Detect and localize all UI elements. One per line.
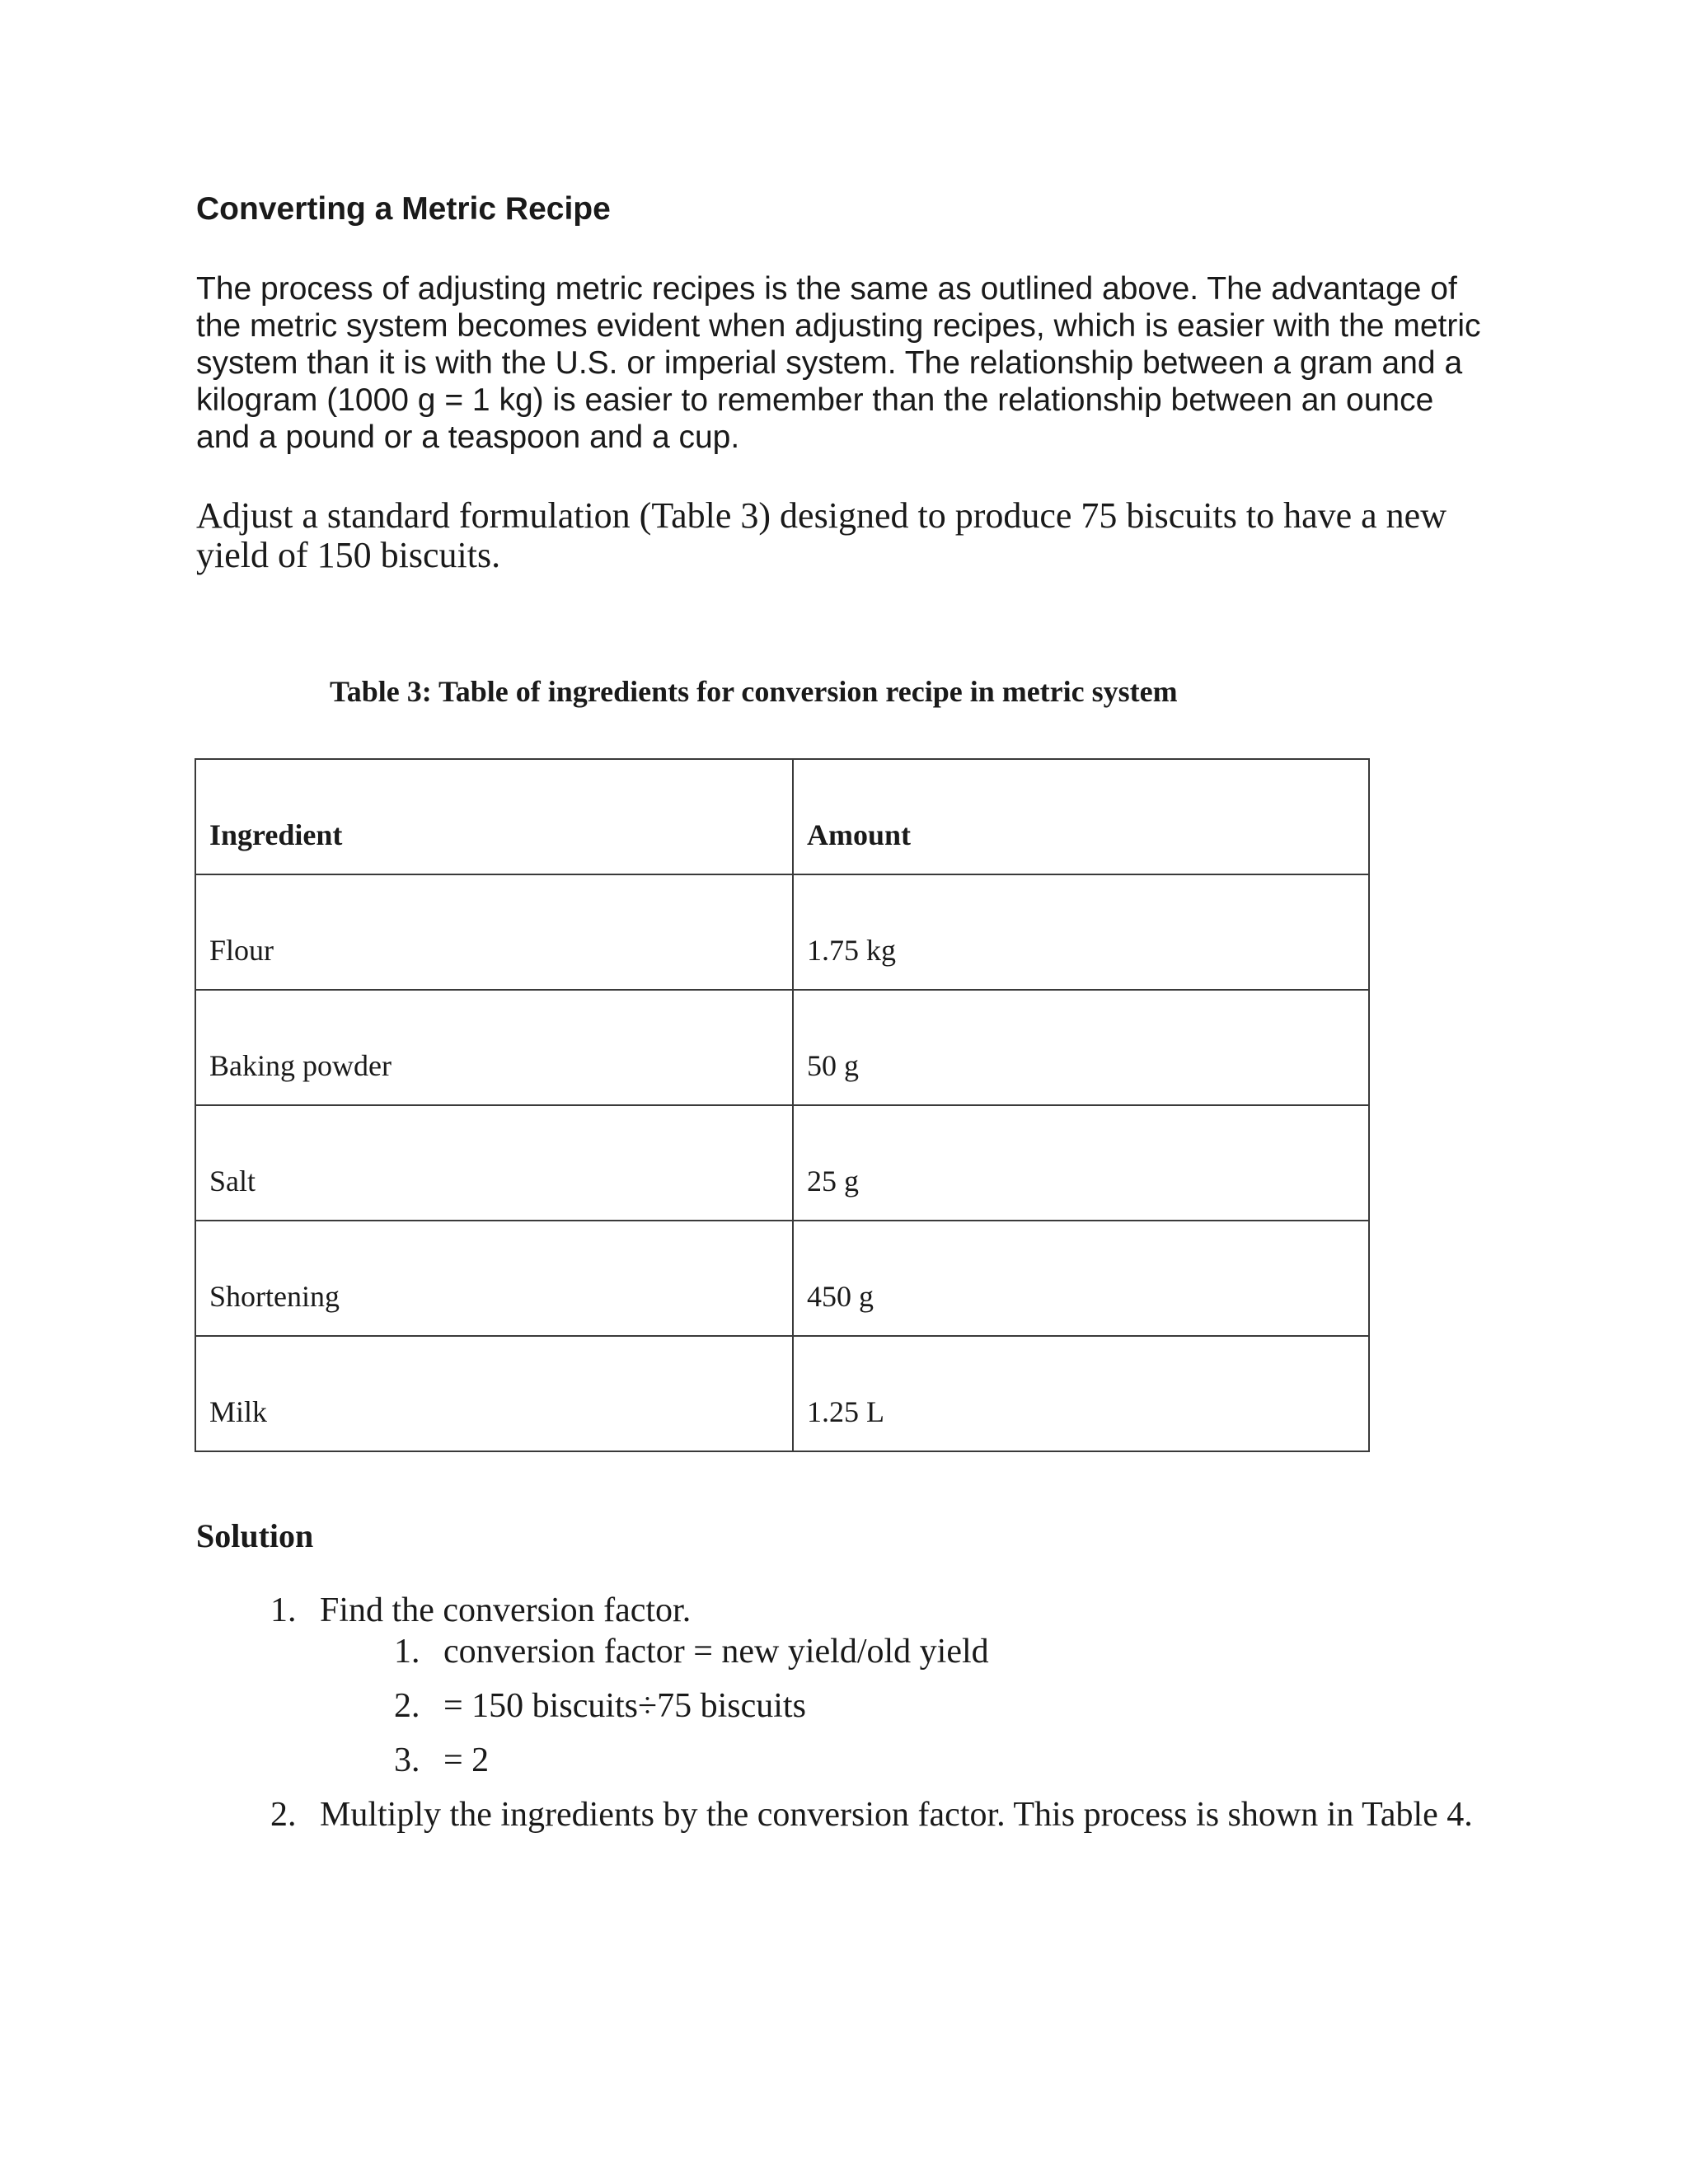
substep-number: 1. — [394, 1633, 420, 1671]
task-paragraph: Adjust a standard formulation (Table 3) designed to produce 75 biscuits to have a new yield of 150 biscuits. — [196, 495, 1447, 575]
amount-cell: 25 g — [793, 1105, 1369, 1221]
table-row — [195, 1221, 1369, 1336]
ingredients-table — [195, 758, 1370, 1452]
substep-text: = 2 — [443, 1741, 490, 1779]
header-amount: Amount — [793, 759, 1369, 874]
table-row — [195, 1105, 1369, 1221]
solution-step — [270, 1591, 691, 1630]
ingredient-cell: Salt — [195, 1105, 793, 1221]
section-title: Converting a Metric Recipe — [196, 191, 611, 227]
table-header-row — [195, 759, 1369, 874]
amount-cell: 1.25 L — [793, 1336, 1369, 1451]
table-row — [195, 1336, 1369, 1451]
header-ingredient: Ingredient — [195, 759, 793, 874]
amount-cell: 450 g — [793, 1221, 1369, 1336]
intro-paragraph: The process of adjusting metric recipes is the same as outlined above. The advantage of the metric system becomes evident when adjusting recipes, which is easier with the metric system than it is with the U.S. or imperial system. The relationship between a gram and a kilogram (1000 g = 1 kg) is easier to remember than the relationship between an ounce and a pound or a teaspoon and a cup. — [196, 271, 1481, 455]
step-text: Multiply the ingredients by the conversion factor. This process is shown in Table 4. — [320, 1796, 1473, 1834]
ingredient-cell: Baking powder — [195, 990, 793, 1105]
step-number: 1. — [270, 1591, 297, 1629]
table-row — [195, 990, 1369, 1105]
substep-text: conversion factor = new yield/old yield — [443, 1633, 989, 1671]
ingredient-cell: Shortening — [195, 1221, 793, 1336]
substep-text: = 150 biscuits÷75 biscuits — [443, 1687, 806, 1725]
solution-substep — [394, 1632, 989, 1671]
amount-cell: 1.75 kg — [793, 874, 1369, 990]
step-text: Find the conversion factor. — [320, 1591, 692, 1629]
ingredient-cell: Flour — [195, 874, 793, 990]
solution-substep — [394, 1686, 806, 1726]
step-number: 2. — [270, 1796, 297, 1834]
solution-heading: Solution — [196, 1517, 314, 1554]
table-row — [195, 874, 1369, 990]
substep-number: 3. — [394, 1741, 420, 1779]
table-caption: Table 3: Table of ingredients for conversion recipe in metric system — [330, 675, 1178, 708]
substep-number: 2. — [394, 1687, 420, 1725]
solution-step — [270, 1795, 1473, 1835]
amount-cell: 50 g — [793, 990, 1369, 1105]
solution-substep — [394, 1741, 489, 1780]
ingredient-cell: Milk — [195, 1336, 793, 1451]
